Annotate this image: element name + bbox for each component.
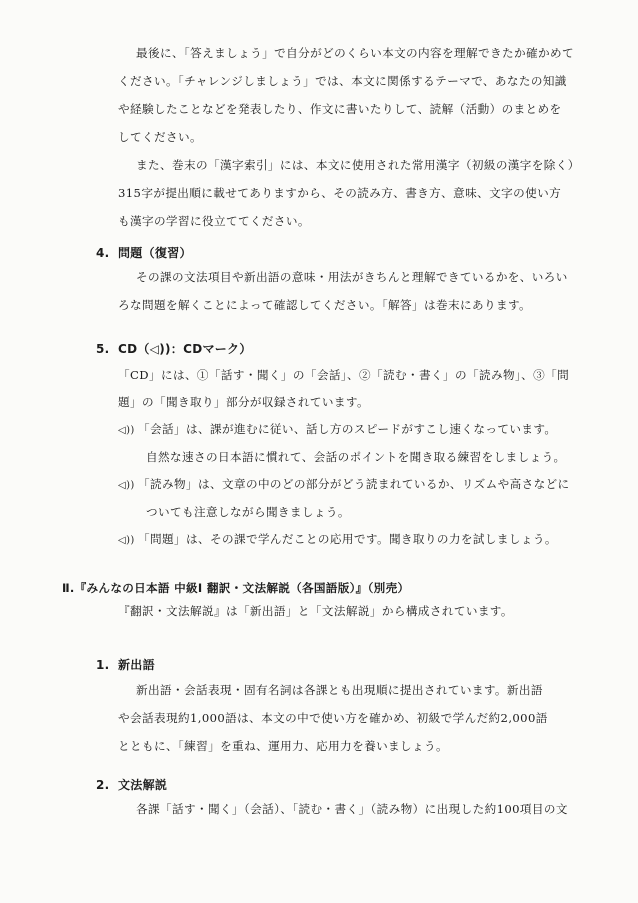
section2-intro-line: 『翻訳・文法解説』は「新出語」と「文法解説」から構成されています。 [118, 604, 513, 618]
cd-entry-conversation [0, 422, 638, 438]
cd-entry-continuation: ついても注意しながら聞きましょう。 [146, 505, 350, 519]
item4-line: その課の文法項目や新出語の意味・用法がきちんと理解できているかを、いろい [136, 270, 568, 284]
item5-intro-line: 「CD」には、①「話す・聞く」の「会話」、②「読む・書く」の「読み物」、③「問 [118, 368, 570, 382]
item5-paragraph [0, 368, 638, 548]
cd-entry-text: 「読み物」は、文章の中のどの部分がどう読まれているか、リズムや高さなどに [138, 477, 570, 491]
sub1-line: や会話表現約1,000語は、本文の中で使い方を確かめ、初級で学んだ約2,000語 [118, 711, 548, 725]
sub1-number: 1. [96, 658, 110, 672]
intro-line: してください。 [118, 130, 202, 144]
intro-line: や経験したことなどを発表したり、作文に書いたりして、読解（活動）のまとめを [118, 102, 562, 116]
cd-entry-reading [0, 477, 638, 493]
section2-intro [0, 604, 638, 619]
intro-line: 最後に、「答えましょう」で自分がどのくらい本文の内容を理解できたか確かめて [136, 46, 574, 60]
cd-speaker-icon: ◁)) [118, 425, 135, 436]
item5-title: CD（ [118, 342, 150, 356]
item5-intro-line: 題」の「聞き取り」部分が収録されています。 [118, 395, 369, 409]
sub1-line: とともに、「練習」を重ね、運用力、応用力を養いましょう。 [118, 739, 449, 753]
section2-title: Ⅱ.『みんなの日本語 中級Ⅰ 翻訳・文法解説（各国語版）』（別売） [62, 581, 410, 595]
cd-entry-continuation: 自然な速さの日本語に慣れて、会話のポイントを聞き取る練習をしましょう。 [146, 450, 566, 464]
cd-entry-problems [0, 532, 638, 548]
item4-heading [96, 244, 192, 261]
sub2-number: 2. [96, 778, 110, 792]
sub2-line: 各課「話す・聞く」（会話）、「読む・書く」（読み物）に出現した約100項目の文 [136, 802, 568, 816]
item4-line: ろな問題を解くことによって確認してください。「解答」は巻末にあります。 [118, 298, 532, 312]
sub2-heading [96, 776, 167, 793]
intro-line: 315字が提出順に載せてありますから、その読み方、書き方、意味、文字の使い方 [118, 186, 562, 200]
cd-speaker-icon: ◁)) [149, 342, 171, 356]
intro-line: も漢字の学習に役立ててください。 [118, 214, 310, 228]
cd-entry-text: 「問題」は、その課で学んだことの応用です。聞き取りの力を試しましょう。 [138, 532, 557, 546]
item4-number: 4. [96, 246, 110, 260]
sub1-title: 新出語 [118, 658, 155, 672]
sub1-heading [96, 656, 155, 673]
item5-title-rest: ：CDマーク） [170, 342, 252, 356]
sub1-line: 新出語・会話表現・固有名詞は各課とも出現順に提出されています。新出語 [136, 683, 543, 697]
item4-title: 問題（復習） [118, 246, 192, 260]
cd-speaker-icon: ◁)) [118, 535, 135, 546]
cd-entry-text: 「会話」は、課が進むに従い、話し方のスピードがすこし速くなっています。 [138, 422, 557, 436]
sub2-paragraph [0, 802, 638, 817]
intro-paragraph [0, 46, 638, 229]
sub1-paragraph [0, 683, 638, 754]
item4-paragraph [0, 270, 638, 313]
sub2-title: 文法解説 [118, 778, 168, 792]
intro-line: また、巻末の「漢字索引」には、本文に使用された常用漢字（初級の漢字を除く） [136, 158, 580, 172]
item5-heading [96, 340, 252, 357]
cd-speaker-icon: ◁)) [118, 480, 135, 491]
intro-line: ください。「チャレンジしましょう」では、本文に関係するテーマで、あなたの知識 [118, 74, 567, 88]
item5-number: 5. [96, 342, 110, 356]
